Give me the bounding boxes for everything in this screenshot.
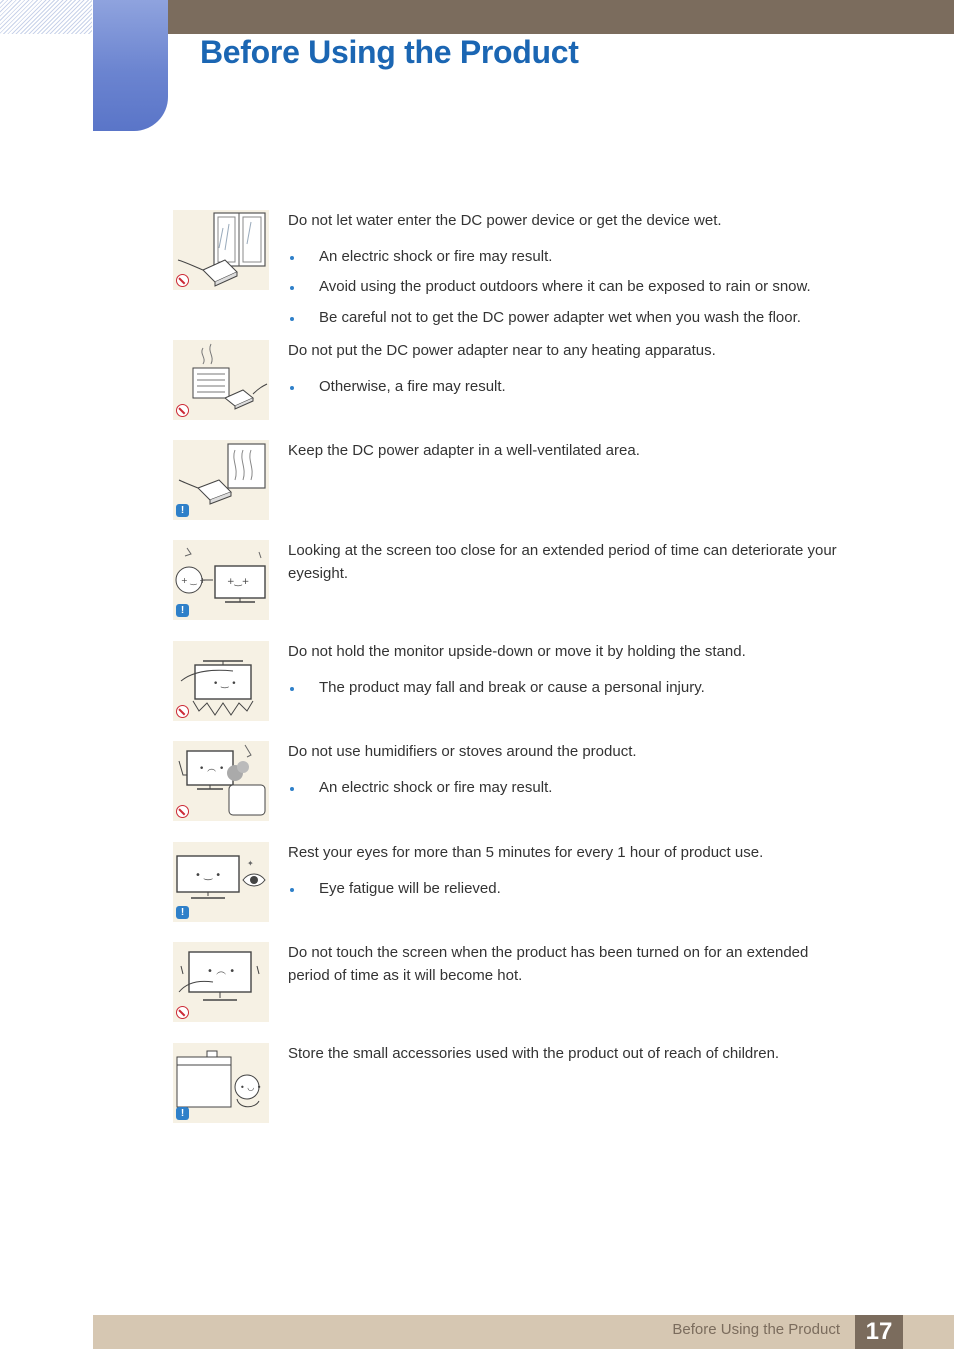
header-hatch-pattern [0, 0, 92, 34]
safety-instruction: Do not touch the screen when the product has been turned on for an extended period of time as it will become hot. [288, 944, 809, 984]
viewer-close-to-screen-illustration [173, 540, 269, 620]
safety-note: Be careful not to get the DC power adapter wet when you wash the floor. [288, 307, 848, 330]
accessories-children-illustration [173, 1043, 269, 1123]
safety-note: The product may fall and break or cause a personal injury. [288, 677, 848, 700]
prohibited-icon [176, 705, 189, 718]
monitor-humidifier-illustration [173, 741, 269, 821]
safety-note: Eye fatigue will be relieved. [288, 878, 848, 901]
prohibited-icon [176, 274, 189, 287]
svg-text:+ ‿ +: + ‿ + [181, 576, 206, 585]
svg-text:• ◡ •: • ◡ • [240, 1083, 262, 1092]
safety-instruction: Do not let water enter the DC power device or get the device wet. [288, 212, 722, 229]
power-adapter-wet-window-illustration [173, 210, 269, 290]
safety-note: Avoid using the product outdoors where it can be exposed to rain or snow. [288, 276, 848, 299]
touching-hot-screen-illustration [173, 942, 269, 1022]
safety-note: Otherwise, a fire may result. [288, 376, 848, 399]
safety-note: An electric shock or fire may result. [288, 777, 848, 800]
header-band [168, 0, 954, 34]
svg-text:• ‿ •: • ‿ • [213, 679, 237, 689]
monitor-held-upside-down-illustration [173, 641, 269, 721]
safety-instruction: Rest your eyes for more than 5 minutes for every 1 hour of product use. [288, 844, 764, 861]
safety-instruction: Keep the DC power adapter in a well-ventilated area. [288, 442, 640, 459]
caution-icon: ! [176, 504, 189, 517]
svg-text:✦: ✦ [247, 859, 254, 868]
svg-text:• ︵ •: • ︵ • [199, 764, 225, 774]
chapter-tab [93, 0, 168, 131]
svg-text:• ︵ •: • ︵ • [207, 966, 236, 977]
caution-icon: ! [176, 1107, 189, 1120]
power-adapter-ventilation-illustration [173, 440, 269, 520]
svg-text:• ‿ •: • ‿ • [195, 870, 222, 881]
prohibited-icon [176, 404, 189, 417]
eye-rest-illustration [173, 842, 269, 922]
safety-instruction: Do not put the DC power adapter near to any heating apparatus. [288, 342, 716, 359]
svg-text:+‿+: +‿+ [227, 577, 250, 587]
footer-section-title: Before Using the Product [672, 1321, 840, 1338]
power-adapter-heater-illustration [173, 340, 269, 420]
page-title: Before Using the Product [200, 34, 579, 70]
safety-instruction: Do not use humidifiers or stoves around the product. [288, 743, 637, 760]
safety-instruction: Do not hold the monitor upside-down or move it by holding the stand. [288, 643, 746, 660]
caution-icon: ! [176, 906, 189, 919]
safety-instruction: Store the small accessories used with the product out of reach of children. [288, 1045, 780, 1062]
prohibited-icon [176, 1006, 189, 1019]
safety-instruction: Looking at the screen too close for an extended period of time can deteriorate your eyesight. [288, 542, 837, 582]
prohibited-icon [176, 805, 189, 818]
safety-note: An electric shock or fire may result. [288, 246, 848, 269]
page-number: 17 [855, 1315, 903, 1349]
caution-icon: ! [176, 604, 189, 617]
